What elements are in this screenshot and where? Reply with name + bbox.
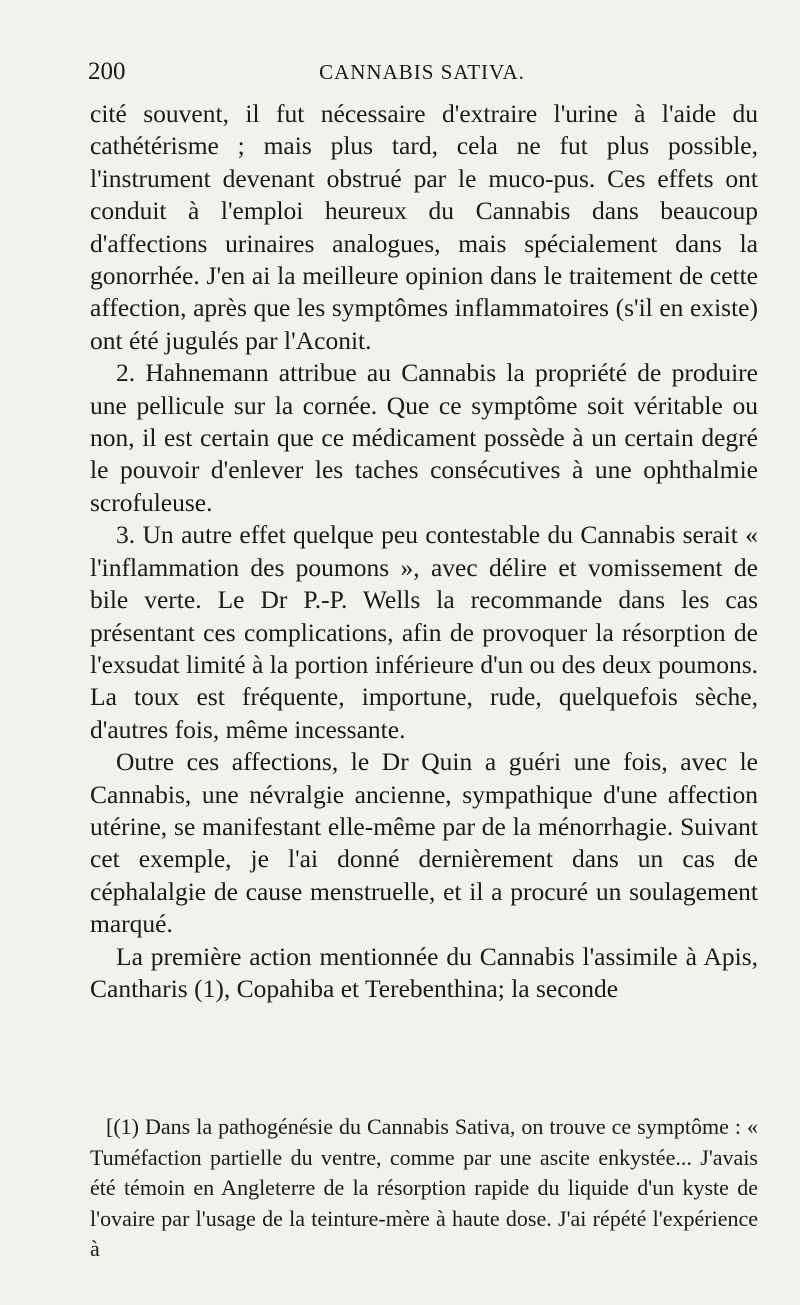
footnote-text: [(1) Dans la pathogénésie du Cannabis Sativa, on trouve ce symptôme : « Tuméfaction partielle du ventre, comme par une ascite enkystée... J'avais été témoin en Angleterre de la résorption rapide du liquide d'un kyste de l'ovaire par l'usage de la teinture-mère à haute dose. J'ai répété l'expérience à <box>90 1114 758 1261</box>
paragraph-point-3: 3. Un autre effet quelque peu contestable du Cannabis serait « l'inflammation des poumons », avec délire et vomissement de bile verte. Le Dr P.-P. Wells la recommande dans les cas présentant ces complications, afin de provoquer la résorption de l'exsudat limité à la portion inférieure d'un ou des deux poumons. La toux est fréquente, importune, rude, quelquefois sèche, d'autres fois, même incessante. <box>90 520 758 744</box>
footnote <box>90 1112 758 1265</box>
paragraph-first-action: La première action mentionnée du Cannabis l'assimile à Apis, Cantharis (1), Copahiba et Terebenthina; la seconde <box>90 941 758 1003</box>
paragraph-other-affections: Outre ces affections, le Dr Quin a guéri une fois, avec le Cannabis, une névralgie ancienne, sympathique d'une affection utérine, se manifestant elle-même par de la ménorrhagie. Suivant cet exemple, je l'ai donné dernièrement dans un cas de céphalalgie de cause menstruelle, et il a procuré un soulagement marqué. <box>90 747 758 939</box>
main-text <box>90 98 758 1005</box>
paragraph-point-2: 2. Hahnemann attribue au Cannabis la propriété de produire une pellicule sur la cornée. Que ce symptôme soit véritable ou non, il est certain que ce médicament possède à un certain degré le pouvoir d'enlever les taches consécutives à une ophthalmie scrofuleuse. <box>90 358 758 517</box>
paragraph-continued: cité souvent, il fut nécessaire d'extraire l'urine à l'aide du cathétérisme ; mais plus tard, cela ne fut plus possible, l'instrument devenant obstrué par le muco-pus. Ces effets ont conduit à l'emploi heureux du Cannabis dans beaucoup d'affections urinaires analogues, mais spécialement dans la gonorrhée. J'en ai la meilleure opinion dans le traitement de cette affection, après que les symptômes inflammatoires (s'il en existe) ont été jugulés par l'Aconit. <box>90 99 758 355</box>
running-header <box>88 58 756 90</box>
page-number: 200 <box>88 58 126 85</box>
running-title: CANNABIS SATIVA. <box>319 60 525 84</box>
